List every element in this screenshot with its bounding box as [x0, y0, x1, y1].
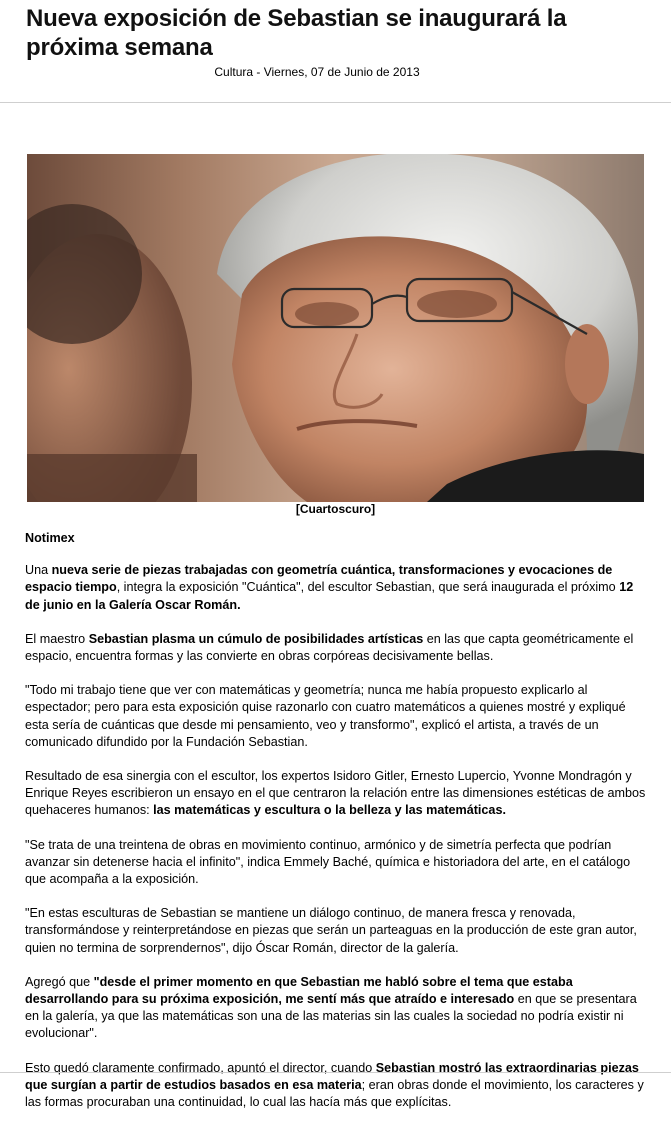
article-meta: Cultura - Viernes, 07 de Junio de 2013	[214, 65, 420, 79]
paragraph-text: Una	[25, 563, 52, 578]
paragraph-text: ; eran obras donde el movimiento, los caracteres y las formas procuraban una continuidad, lo cual las hacía más que explícitas.	[25, 1077, 644, 1110]
paragraph-text: Esto quedó claramente confirmado, apuntó el director, cuando	[25, 1060, 376, 1075]
article-body	[25, 530, 647, 1128]
article-paragraph	[25, 682, 647, 751]
article-paragraph	[25, 905, 647, 957]
paragraph-text: Resultado de esa sinergia con el escultor, los expertos Isidoro Gitler, Ernesto Lupercio, Yvonne Mondragón y Enrique Reyes escribieron un ensayo en el que centraron la relación entre las dimensiones estéticas de ambos quehaceres humanos:	[25, 769, 646, 818]
paragraph-text: "Se trata de una treintena de obras en movimiento continuo, armónico y de simetría perfecta que podrían avanzar sin detenerse hacia el infinito", indica Emmely Baché, química e historiadora del arte, en el catálogo que acompaña a la exposición.	[25, 837, 631, 887]
bold-text: "desde el primer momento en que Sebastian me habló sobre el tema que estaba desarrollando para su próxima exposición, me sentí más que atraído e interesado	[25, 974, 573, 1007]
bold-text: Sebastian mostró las extraordinarias piezas que surgían a partir de estudios basados en esa materia	[25, 1060, 639, 1092]
paragraph-text: en las que capta geométricamente el espacio, encuentra formas y las convierte en obras corpóreas decisivamente bellas.	[25, 631, 634, 664]
paragraph-text: "Todo mi trabajo tiene que ver con matemáticas y geometría; nunca me había propuesto explicarlo al espectador; pero para esta exposición quise razonarlo con cuatro matemáticos a quienes mostré y expliqué esta sería de cuánticas que desde mi pensamiento, veo y transformo", explicó el artista, a través de un comunicado difundido por la Fundación Sebastian.	[25, 683, 626, 749]
article-source: Notimex	[25, 531, 75, 545]
article-paragraphs	[25, 562, 647, 1111]
portrait-image	[27, 154, 644, 502]
bold-text: Sebastian plasma un cúmulo de posibilidades artísticas	[88, 631, 424, 646]
article-title: Nueva exposición de Sebastian se inaugurará la próxima semana	[26, 5, 567, 61]
bold-text: 12 de junio en la Galería Oscar Román.	[25, 580, 634, 612]
article-paragraph	[25, 837, 647, 889]
bold-text: las matemáticas y escultura o la belleza y las matemáticas.	[153, 803, 506, 818]
paragraph-text: El maestro	[25, 631, 89, 646]
bottom-divider	[0, 1072, 671, 1073]
paragraph-text: , integra la exposición "Cuántica", del escultor Sebastian, que será inaugurada el próximo	[116, 580, 620, 595]
article-paragraph	[25, 631, 647, 665]
top-divider	[0, 102, 671, 103]
bold-text: nueva serie de piezas trabajadas con geometría cuántica, transformaciones y evocaciones de espacio tiempo	[25, 563, 613, 595]
paragraph-text: en que se presentara en la galería, ya que las matemáticas son una de las materias sin las cuales la sociedad no podría existir ni evolucionar".	[25, 992, 637, 1041]
paragraph-text: "En estas esculturas de Sebastian se mantiene un diálogo continuo, de manera fresca y renovada, transformándose y reinterpretándose en piezas que serán un parteaguas en la producción de este gran autor, quien no termina de sorprendernos", dijo Óscar Román, director de la galería.	[25, 906, 637, 955]
article-paragraph	[25, 974, 647, 1043]
photo-caption: [Cuartoscuro]	[295, 502, 376, 516]
article-paragraph	[25, 1060, 647, 1112]
article-paragraph	[25, 562, 647, 614]
article-photo	[27, 154, 644, 502]
paragraph-text: Agregó que	[25, 974, 94, 989]
article-paragraph	[25, 768, 647, 820]
